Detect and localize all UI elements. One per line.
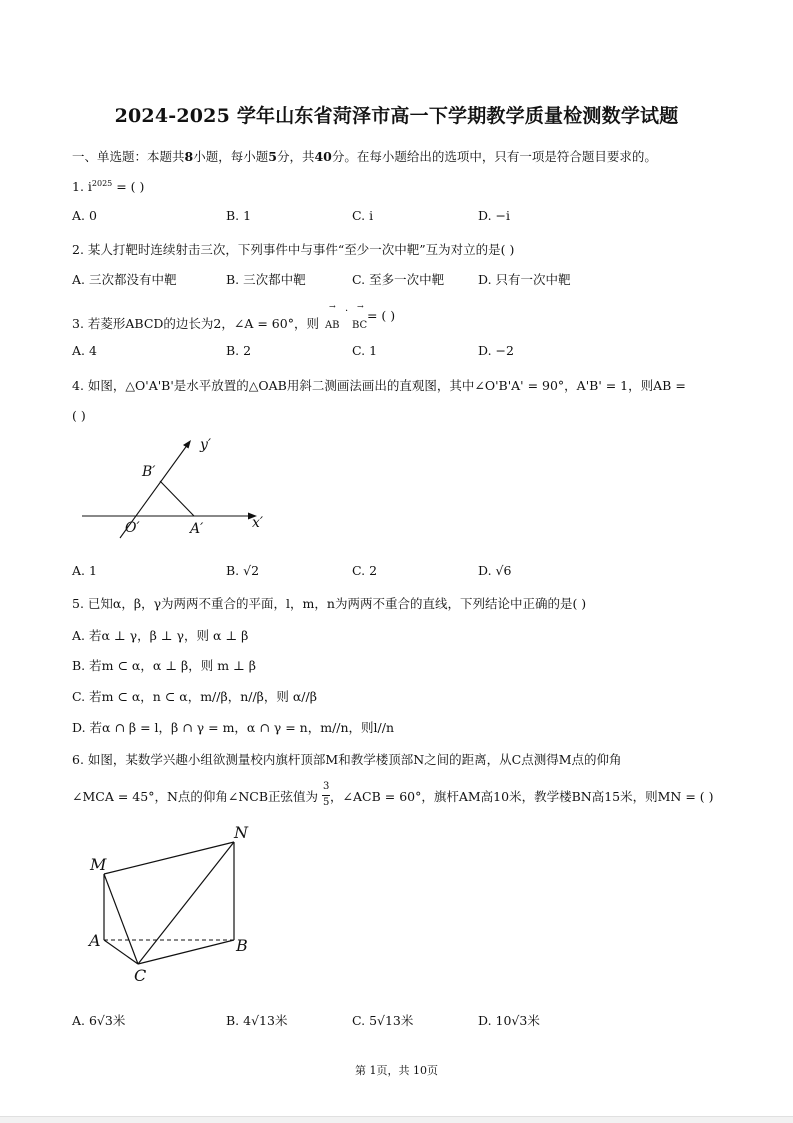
vector-arrow-icon: → xyxy=(328,302,336,311)
q4-option-c[interactable]: C. 2 xyxy=(352,563,378,578)
vector-arrow-icon: → xyxy=(356,302,364,311)
label-y-prime: y′ xyxy=(200,437,212,453)
q3-option-b[interactable]: B. 2 xyxy=(226,343,252,358)
q3-vector-bc: BC xyxy=(351,320,368,331)
q1-stem-text: 1. i xyxy=(72,179,92,195)
section-text: 小题，每小题 xyxy=(193,149,269,164)
q6-figure xyxy=(82,818,272,988)
label-a-prime: A′ xyxy=(190,521,204,537)
y-axis-arrow-icon xyxy=(183,440,191,449)
q4-figure xyxy=(80,432,280,542)
q3-option-c[interactable]: C. 1 xyxy=(352,343,378,358)
section-text: 一、单选题：本题共 xyxy=(72,149,185,164)
page-footer: 第 1页，共 10页 xyxy=(355,1064,438,1077)
label-m: M xyxy=(90,855,107,874)
q1-exponent: 2025 xyxy=(91,179,113,188)
section-count: 8 xyxy=(184,149,194,164)
q1-option-b[interactable]: B. 1 xyxy=(226,208,252,223)
section-text: 分。在每小题给出的选项中，只有一项是符合题目要求的。 xyxy=(331,149,657,164)
q3-stem-text: = ( ) xyxy=(366,308,396,323)
q6-fraction-bar xyxy=(322,795,330,796)
q3-option-d[interactable]: D. −2 xyxy=(478,343,514,358)
q5-option-c[interactable]: C. 若m ⊂ α，n ⊂ α，m//β，n//β，则 α//β xyxy=(72,689,317,704)
q6-stem-text: ∠MCA = 45°，N点的仰角∠NCB正弦值为 xyxy=(72,789,319,804)
q5-option-b[interactable]: B. 若m ⊂ α，α ⊥ β，则 m ⊥ β xyxy=(72,658,256,673)
q1-stem-text: = ( ) xyxy=(112,179,145,195)
q1-option-c[interactable]: C. i xyxy=(352,208,374,223)
question-3-stem xyxy=(72,302,397,332)
question-6-stem-cont xyxy=(72,781,714,808)
question-1-stem xyxy=(72,179,144,194)
q3-vector-ab: AB xyxy=(324,320,340,331)
section-total: 40 xyxy=(314,149,332,164)
segment-b-c xyxy=(138,940,234,964)
segment-m-n xyxy=(104,842,234,874)
section-text: 分，共 xyxy=(276,149,315,164)
q4-option-a[interactable]: A. 1 xyxy=(72,563,97,578)
segment-m-c xyxy=(104,874,138,964)
question-4-stem-cont: ( ) xyxy=(72,408,86,423)
q3-dot: · xyxy=(344,306,349,317)
q6-stem-text: ，∠ACB = 60°，旗杆AM高10米，教学楼BN高15米，则MN = ( ) xyxy=(330,789,714,804)
label-a: A xyxy=(89,931,101,950)
q3-vector-expression xyxy=(323,302,397,331)
label-b-prime: B′ xyxy=(142,464,156,480)
label-o-prime: O′ xyxy=(125,520,140,536)
segment-n-c xyxy=(138,842,234,964)
q3-option-a[interactable]: A. 4 xyxy=(72,343,97,358)
q4-option-b[interactable]: B. √2 xyxy=(226,563,260,578)
q1-option-a[interactable]: A. 0 xyxy=(72,208,97,223)
q1-option-d[interactable]: D. −i xyxy=(478,208,510,223)
q6-fraction-numerator: 3 xyxy=(323,781,330,792)
q2-option-c[interactable]: C. 至多一次中靶 xyxy=(352,272,445,287)
section-heading xyxy=(72,147,657,165)
q5-option-d[interactable]: D. 若α ∩ β = l，β ∩ γ = m，α ∩ γ = n，m//n，则l//n xyxy=(72,720,395,735)
q4-option-d[interactable]: D. √6 xyxy=(478,563,512,578)
label-b: B xyxy=(236,936,248,955)
q2-option-d[interactable]: D. 只有一次中靶 xyxy=(478,272,571,287)
q2-option-a[interactable]: A. 三次都没有中靶 xyxy=(72,272,177,287)
q6-option-c[interactable]: C. 5√13米 xyxy=(352,1013,414,1028)
q6-option-d[interactable]: D. 10√3米 xyxy=(478,1013,540,1028)
label-x-prime: x′ xyxy=(252,515,264,531)
label-c: C xyxy=(134,966,147,985)
section-score: 5 xyxy=(268,149,277,164)
q6-option-a[interactable]: A. 6√3米 xyxy=(72,1013,126,1028)
question-4-stem: 4. 如图，△O'A'B'是水平放置的△OAB用斜二测画法画出的直观图，其中∠O'B'A' = 90°，A'B' = 1，则AB = xyxy=(72,378,686,393)
q6-fraction-denominator: 5 xyxy=(323,797,330,808)
question-6-stem: 6. 如图，某数学兴趣小组欲测量校内旗杆顶部M和教学楼顶部N之间的距离，从C点测得M点的仰角 xyxy=(72,752,622,767)
label-n: N xyxy=(234,823,248,842)
q6-option-b[interactable]: B. 4√13米 xyxy=(226,1013,288,1028)
page-title: 2024-2025 学年山东省菏泽市高一下学期教学质量检测数学试题 xyxy=(114,105,679,127)
q6-fraction xyxy=(322,781,330,808)
q3-stem-text: 3. 若菱形ABCD的边长为2，∠A = 60°，则 xyxy=(72,316,319,331)
q5-option-a[interactable]: A. 若α ⊥ γ，β ⊥ γ，则 α ⊥ β xyxy=(72,628,249,643)
question-5-stem: 5. 已知α，β，γ为两两不重合的平面，l，m，n为两两不重合的直线，下列结论中正确的是( ) xyxy=(72,596,587,611)
segment-a-b xyxy=(160,481,194,516)
q2-option-b[interactable]: B. 三次都中靶 xyxy=(226,272,306,287)
question-2-stem: 2. 某人打靶时连续射击三次，下列事件中与事件“至少一次中靶”互为对立的是( ) xyxy=(72,242,515,257)
